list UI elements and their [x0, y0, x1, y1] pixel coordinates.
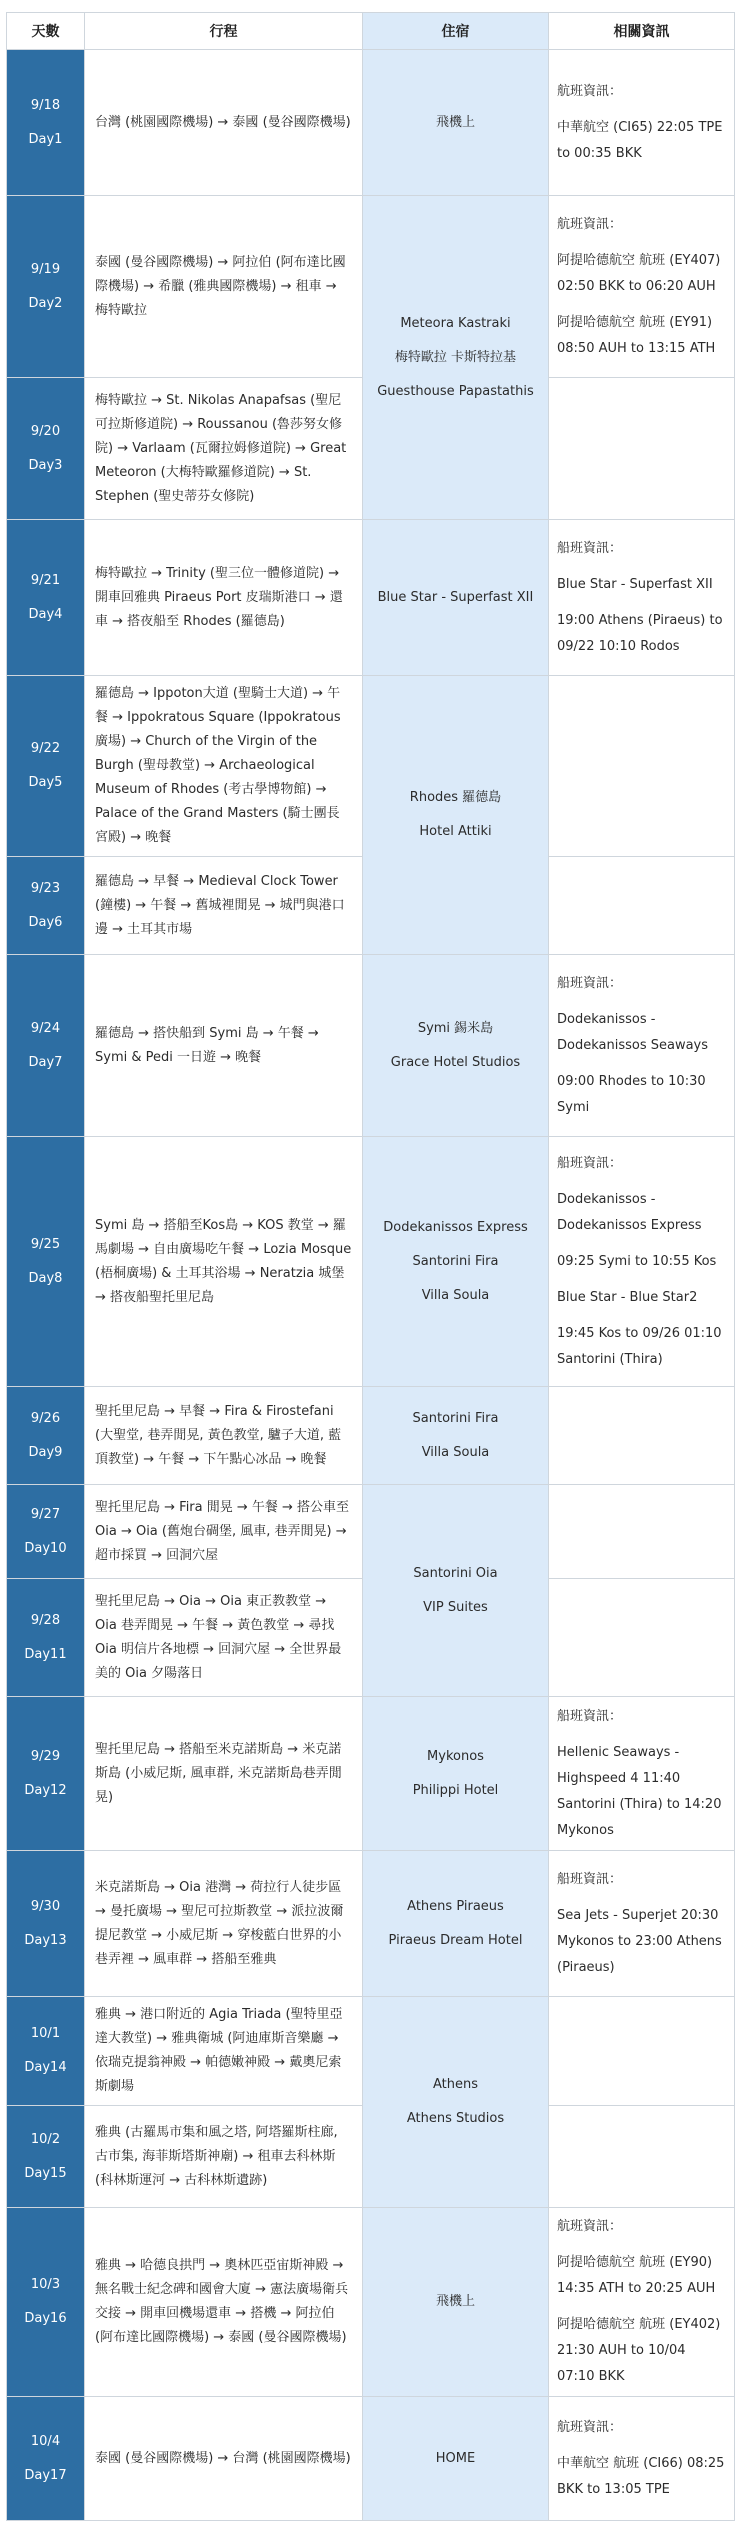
day-date: 9/29 — [30, 1748, 61, 1764]
info-line — [557, 300, 726, 310]
day-date: 9/23 — [30, 880, 61, 896]
day-label: Day2 — [28, 295, 63, 311]
day-cell — [7, 955, 85, 1137]
day-cell — [7, 378, 85, 520]
day-cell — [7, 196, 85, 378]
day-date: 9/27 — [30, 1506, 61, 1522]
stay-line: Dodekanissos Express — [383, 1219, 528, 1235]
info-line — [557, 238, 726, 248]
trip-cell: 聖托里尼島 → 搭船至米克諾斯島 → 米克諾斯島 (小威尼斯, 風車群, 米克諾斯島巷弄閒晃) — [85, 1697, 363, 1851]
itinerary-body — [7, 50, 735, 2521]
header-day: 天數 — [7, 13, 85, 50]
day-label: Day16 — [24, 2311, 67, 2326]
day-label: Day7 — [28, 1054, 63, 1070]
info-line: 船班資訊： — [557, 975, 623, 991]
stay-line: Athens Piraeus — [407, 1898, 504, 1914]
trip-cell: 雅典 (古羅馬市集和風之塔, 阿塔羅斯柱廊, 古市集, 海菲斯塔斯神廟) → 租車去科林斯 (科林斯運河 → 古科林斯遺跡) — [85, 2106, 363, 2208]
stay-line: Santorini Oia — [413, 1565, 498, 1581]
day-cell — [7, 1997, 85, 2106]
stay-line: Santorini Fira — [412, 1253, 499, 1269]
day-cell — [7, 520, 85, 676]
day-label: Day1 — [28, 131, 63, 147]
info-line: 09:25 Symi to 10:55 Kos — [557, 1253, 717, 1269]
stay-line: Santorini Fira — [412, 1410, 499, 1426]
day-cell — [7, 1137, 85, 1387]
info-cell — [549, 1387, 735, 1485]
info-cell — [549, 1579, 735, 1697]
day-cell — [7, 1485, 85, 1579]
day-cell — [7, 1851, 85, 1997]
info-line — [557, 598, 726, 608]
itinerary-row — [7, 520, 735, 676]
info-line — [557, 1893, 726, 1903]
day-cell — [7, 2397, 85, 2521]
stay-line: Guesthouse Papastathis — [377, 383, 534, 399]
info-cell — [549, 2106, 735, 2208]
info-line: Dodekanissos - Dodekanissos Express — [557, 1191, 702, 1233]
day-date: 10/3 — [30, 2277, 61, 2292]
stay-cell — [363, 1137, 549, 1387]
day-date: 9/25 — [30, 1236, 61, 1252]
info-cell — [549, 2208, 735, 2397]
info-line — [557, 1059, 726, 1069]
stay-cell — [363, 676, 549, 955]
day-label: Day8 — [28, 1270, 63, 1286]
info-cell — [549, 955, 735, 1137]
stay-cell — [363, 2208, 549, 2397]
stay-line: Villa Soula — [421, 1444, 490, 1460]
day-label: Day13 — [24, 1932, 67, 1948]
stay-line: Mykonos — [427, 1748, 484, 1764]
info-cell — [549, 520, 735, 676]
info-line: 航班資訊： — [557, 2219, 623, 2234]
day-date: 9/24 — [30, 1020, 61, 1036]
trip-cell: 聖托里尼島 → 早餐 → Fira & Firostefani (大聖堂, 巷弄閒晃, 黃色教堂, 驢子大道, 藍頂教堂) → 午餐 → 下午點心冰品 → 晚餐 — [85, 1387, 363, 1485]
info-line — [557, 997, 726, 1007]
stay-line: 飛機上 — [435, 2294, 475, 2309]
info-line: Dodekanissos - Dodekanissos Seaways — [557, 1011, 709, 1053]
info-line — [557, 1311, 726, 1321]
info-cell — [549, 1697, 735, 1851]
trip-cell: 泰國 (曼谷國際機場) → 阿拉伯 (阿布達比國際機場) → 希臘 (雅典國際機場) → 租車 → 梅特歐拉 — [85, 196, 363, 378]
day-label: Day3 — [28, 457, 63, 473]
day-label: Day11 — [24, 1646, 67, 1662]
stay-line: 飛機上 — [435, 114, 475, 130]
info-line: 19:00 Athens (Piraeus) to 09/22 10:10 Rodos — [557, 612, 723, 654]
info-cell — [549, 2397, 735, 2521]
day-date: 10/4 — [30, 2433, 61, 2449]
info-line: Blue Star - Superfast XII — [557, 576, 713, 592]
stay-line: Blue Star - Superfast XII — [377, 589, 534, 605]
stay-line: 梅特歐拉 卡斯特拉基 — [394, 349, 517, 365]
info-line: 船班資訊： — [557, 1708, 623, 1724]
day-cell — [7, 1387, 85, 1485]
info-cell — [549, 1137, 735, 1387]
itinerary-row — [7, 50, 735, 196]
stay-line: VIP Suites — [423, 1599, 488, 1615]
stay-line: Grace Hotel Studios — [390, 1054, 521, 1070]
itinerary-row — [7, 676, 735, 857]
day-date: 9/30 — [30, 1898, 61, 1914]
itinerary-row — [7, 2208, 735, 2397]
header-info: 相關資訊 — [549, 13, 735, 50]
day-label: Day12 — [24, 1782, 67, 1798]
info-cell — [549, 857, 735, 955]
trip-cell: 梅特歐拉 → Trinity (聖三位一體修道院) → 開車回雅典 Piraeus Port 皮瑞斯港口 → 還車 → 搭夜船至 Rhodes (羅德島) — [85, 520, 363, 676]
info-line: 阿提哈德航空 航班 (EY407) 02:50 BKK to 06:20 AUH — [557, 252, 721, 294]
info-line — [557, 562, 726, 572]
info-line: 中華航空 (CI65) 22:05 TPE to 00:35 BKK — [557, 119, 723, 161]
info-line: 09:00 Rhodes to 10:30 Symi — [557, 1073, 706, 1115]
trip-cell: 米克諾斯島 → Oia 港灣 → 荷拉行人徒步區 → 曼托廣場 → 聖尼可拉斯教堂 → 派拉波爾提尼教堂 → 小威尼斯 → 穿梭藍白世界的小巷弄裡 → 風車群 → 搭船至雅典 — [85, 1851, 363, 1997]
info-line — [557, 1730, 726, 1740]
info-line: 船班資訊： — [557, 540, 623, 556]
itinerary-row — [7, 2397, 735, 2521]
info-line: 阿提哈德航空 航班 (EY402) 21:30 AUH to 10/04 07:10 BKK — [557, 2317, 721, 2384]
itinerary-row — [7, 1697, 735, 1851]
itinerary-row — [7, 196, 735, 378]
day-date: 10/2 — [30, 2131, 61, 2147]
info-line: 中華航空 航班 (CI66) 08:25 BKK to 13:05 TPE — [557, 2455, 725, 2497]
info-line: Sea Jets - Superjet 20:30 Mykonos to 23:00 Athens (Piraeus) — [557, 1907, 722, 1975]
stay-line: Villa Soula — [421, 1287, 490, 1303]
day-cell — [7, 1697, 85, 1851]
stay-cell — [363, 2397, 549, 2521]
stay-line: Meteora Kastraki — [400, 315, 511, 331]
info-line — [557, 2302, 726, 2312]
info-line: 船班資訊： — [557, 1155, 623, 1171]
day-cell — [7, 2208, 85, 2397]
itinerary-row — [7, 1851, 735, 1997]
info-line — [557, 2441, 726, 2451]
day-label: Day10 — [24, 1540, 67, 1556]
day-date: 10/1 — [30, 2026, 61, 2041]
itinerary-row — [7, 1387, 735, 1485]
day-date: 9/18 — [30, 97, 61, 113]
itinerary-row — [7, 1485, 735, 1579]
info-cell — [549, 378, 735, 520]
stay-line: Piraeus Dream Hotel — [388, 1932, 523, 1948]
trip-cell: 聖托里尼島 → Fira 閒晃 → 午餐 → 搭公車至 Oia → Oia (舊炮台碉堡, 風車, 巷弄閒晃) → 超市採買 → 回洞穴屋 — [85, 1485, 363, 1579]
trip-cell: 聖托里尼島 → Oia → Oia 東正教教堂 → Oia 巷弄閒晃 → 午餐 → 黃色教堂 → 尋找 Oia 明信片各地標 → 回洞穴屋 → 全世界最美的 Oia 夕陽落日 — [85, 1579, 363, 1697]
day-label: Day9 — [28, 1444, 63, 1460]
info-line — [557, 2240, 726, 2250]
stay-cell — [363, 520, 549, 676]
trip-cell: 雅典 → 港口附近的 Agia Triada (聖特里亞達大教堂) → 雅典衛城 (阿迪庫斯音樂廳 → 依瑞克提翁神殿 → 帕德嫩神殿 → 戴奧尼索斯劇場 — [85, 1997, 363, 2106]
day-date: 9/21 — [30, 572, 61, 588]
day-cell — [7, 2106, 85, 2208]
header-stay: 住宿 — [363, 13, 549, 50]
stay-line: Athens — [432, 2077, 478, 2092]
day-label: Day17 — [24, 2467, 67, 2483]
trip-cell: 台灣 (桃園國際機場) → 泰國 (曼谷國際機場) — [85, 50, 363, 196]
trip-cell: 梅特歐拉 → St. Nikolas Anapafsas (聖尼可拉斯修道院) → Roussanou (魯莎努女修院) → Varlaam (瓦爾拉姆修道院) → Great Meteoron (大梅特歐羅修道院) → St. Stephen (聖史蒂芬女修院) — [85, 378, 363, 520]
info-line — [557, 105, 726, 115]
day-date: 9/20 — [30, 423, 61, 439]
header-row — [7, 13, 735, 50]
day-date: 9/28 — [30, 1612, 61, 1628]
stay-line: Philippi Hotel — [412, 1782, 499, 1798]
stay-cell — [363, 196, 549, 520]
day-date: 9/26 — [30, 1410, 61, 1426]
day-cell — [7, 50, 85, 196]
info-line: 航班資訊： — [557, 83, 623, 99]
trip-cell: Symi 島 → 搭船至Kos島 → KOS 教堂 → 羅馬劇場 → 自由廣場吃午餐 → Lozia Mosque (梧桐廣場) & 土耳其浴場 → Neratzia 城堡 → 搭夜船聖托里尼島 — [85, 1137, 363, 1387]
info-line: 航班資訊： — [557, 2419, 623, 2435]
itinerary-row — [7, 1997, 735, 2106]
day-label: Day14 — [24, 2060, 67, 2075]
stay-cell — [363, 1697, 549, 1851]
stay-line: HOME — [435, 2450, 476, 2466]
day-cell — [7, 857, 85, 955]
trip-cell: 羅德島 → 搭快船到 Symi 島 → 午餐 → Symi & Pedi 一日遊 → 晚餐 — [85, 955, 363, 1137]
day-cell — [7, 1579, 85, 1697]
stay-line: Symi 錫米島 — [417, 1020, 494, 1036]
info-cell — [549, 676, 735, 857]
stay-cell — [363, 955, 549, 1137]
stay-cell — [363, 1387, 549, 1485]
info-cell — [549, 50, 735, 196]
stay-line: Rhodes 羅德島 — [409, 790, 502, 805]
info-line: 阿提哈德航空 航班 (EY91) 08:50 AUH to 13:15 ATH — [557, 314, 716, 356]
stay-cell — [363, 1485, 549, 1697]
day-label: Day4 — [28, 606, 63, 622]
info-line: 19:45 Kos to 09/26 01:10 Santorini (Thira) — [557, 1325, 722, 1367]
info-line: 船班資訊： — [557, 1871, 623, 1887]
stay-cell — [363, 50, 549, 196]
day-cell — [7, 676, 85, 857]
day-date: 9/22 — [30, 741, 61, 756]
itinerary-row — [7, 1137, 735, 1387]
info-cell — [549, 1997, 735, 2106]
trip-cell: 雅典 → 哈德良拱門 → 奧林匹亞宙斯神殿 → 無名戰士紀念碑和國會大廈 → 憲法廣場衛兵交接 → 開車回機場還車 → 搭機 → 阿拉伯 (阿布達比國際機場) → 泰國 (曼谷國際機場) — [85, 2208, 363, 2397]
info-line: 阿提哈德航空 航班 (EY90) 14:35 ATH to 20:25 AUH — [557, 2255, 716, 2296]
trip-cell: 羅德島 → 早餐 → Medieval Clock Tower (鐘樓) → 午餐 → 舊城裡閒晃 → 城門與港口邊 → 土耳其市場 — [85, 857, 363, 955]
info-line — [557, 1275, 726, 1285]
header-trip: 行程 — [85, 13, 363, 50]
trip-cell: 羅德島 → Ippoton大道 (聖騎士大道) → 午餐 → Ippokratous Square (Ippokratous廣場) → Church of the Virgin of the Burgh (聖母教堂) → Archaeological Museum of Rhodes (考古學博物館) → Palace of the Grand Masters (騎士團長宮殿) → 晚餐 — [85, 676, 363, 857]
itinerary-row — [7, 955, 735, 1137]
itinerary-table — [6, 12, 735, 2521]
info-cell — [549, 196, 735, 378]
stay-line: Hotel Attiki — [419, 824, 492, 839]
info-cell — [549, 1485, 735, 1579]
stay-cell — [363, 1851, 549, 1997]
day-date: 9/19 — [30, 261, 61, 277]
info-cell — [549, 1851, 735, 1997]
info-line: 航班資訊： — [557, 216, 623, 232]
day-label: Day15 — [24, 2165, 67, 2181]
stay-cell — [363, 1997, 549, 2208]
info-line: Blue Star - Blue Star2 — [557, 1289, 698, 1305]
info-line — [557, 1177, 726, 1187]
day-label: Day6 — [28, 914, 63, 930]
info-line: Hellenic Seaways - Highspeed 4 11:40 Santorini (Thira) to 14:20 Mykonos — [557, 1744, 722, 1838]
day-label: Day5 — [28, 775, 63, 790]
trip-cell: 泰國 (曼谷國際機場) → 台灣 (桃園國際機場) — [85, 2397, 363, 2521]
stay-line: Athens Studios — [406, 2111, 505, 2126]
info-line — [557, 1239, 726, 1249]
